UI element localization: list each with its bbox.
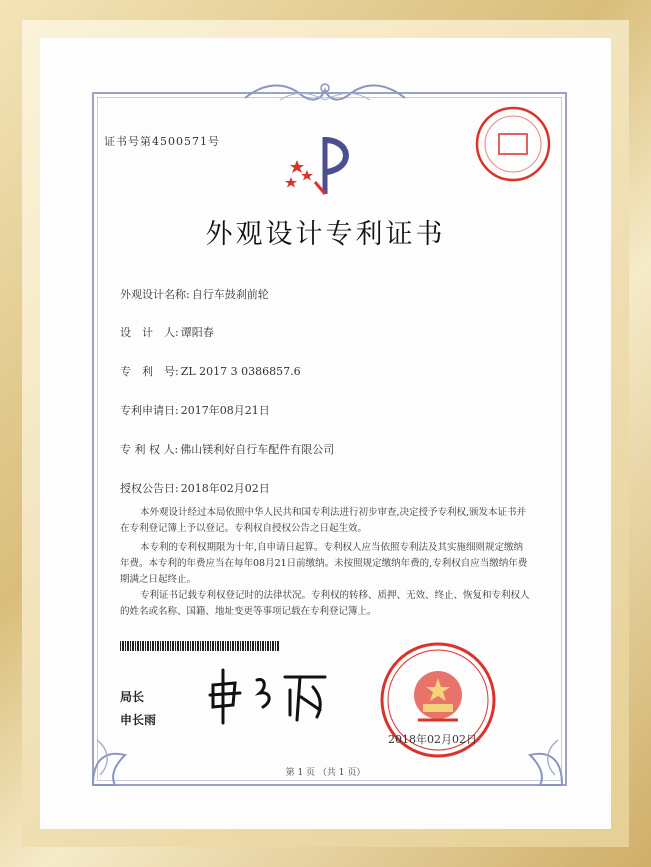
paragraph-register: 专利证书记载专利权登记时的法律状况。专利权的转移、质押、无效、终止、恢复和专利权人的姓名或名称、国籍、地址变更等事项记载在专利登记簿上。 [120,590,530,617]
paragraph-term: 本专利的专利权期限为十年,自申请日起算。专利权人应当依照专利法及其实施细则规定缴纳年费。本专利的年费应当在每年08月21日前缴纳。未按照规定缴纳年费的,专利权自应当缴纳年费期满之日起终止。 [120,542,528,585]
patent-office-logo-icon [285,132,360,200]
bottom-left-ornament-icon [85,720,145,790]
field-designer [120,324,214,340]
top-ornament-icon [240,80,410,106]
field-value: ZL 2017 3 0386857.6 [180,365,301,378]
certificate-number: 证书号第4500571号 [104,135,220,148]
field-label: 设 计 人: [120,326,179,339]
director-name: 申长雨 [120,713,157,727]
signature-icon [205,665,335,725]
field-application-date [120,402,270,418]
barcode [120,641,280,651]
field-patentee [120,441,334,457]
field-patent-number [120,363,301,379]
field-value: 自行车鼓刹前轮 [191,288,269,301]
field-label: 专利申请日: [120,404,179,417]
paragraph-grant: 本外观设计经过本局依照中华人民共和国专利法进行初步审查,决定授予专利权,颁发本证书并在专利登记簿上予以登记。专利权自授权公告之日起生效。 [120,507,527,534]
field-label: 外观设计名称: [120,288,190,301]
small-seal-icon [473,104,553,184]
bureau-title: 局长 [120,690,145,704]
seal-date: 2018年02月02日 [388,733,477,746]
field-value: 2018年02月02日 [180,482,270,495]
bottom-right-ornament-icon [510,720,570,790]
page-number: 第 1 页 （共 1 页） [285,768,366,778]
field-value: 佛山镁利好自行车配件有限公司 [180,443,335,456]
field-grant-date [120,480,270,496]
certificate-title: 外观设计专利证书 [205,219,446,250]
field-design-name [120,286,269,302]
field-label: 专 利 权 人: [120,443,179,456]
field-label: 授权公告日: [120,482,179,495]
field-label: 专 利 号: [120,365,179,378]
field-value: 2017年08月21日 [180,404,270,417]
field-value: 谭阳春 [180,326,214,339]
